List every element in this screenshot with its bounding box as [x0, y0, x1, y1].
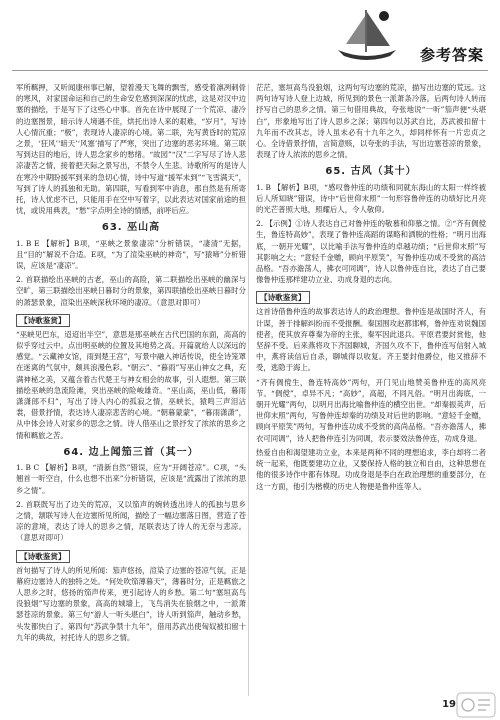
header-rule [12, 70, 488, 71]
page-number: 19 [442, 699, 456, 710]
answer-item: 2. 首联既写出了边关的荒凉，又以笳声的婉转透出诗人的孤独与思乡之情，颔联写诗人在边塞所见所闻，描绘了一幅边塞落日图，营造了苍凉的意境，表达了诗人的思乡之情，尾联表达了诗人的无奈与悲凉。（意思对即可） [16, 499, 246, 543]
appreciation-label: 【诗歌鉴赏】 [16, 550, 70, 563]
right-column [256, 82, 486, 495]
section-64-title: 64. 边上闻笳三首（其一） [63, 446, 199, 458]
answer-item: 2. 首联描绘出巫峡的古老，巫山的高险，第二联描绘出巫峡的幽深与空旷，第三联描绘出巫峡日暮时分的景象，第四联描绘出巫峡日暮时分的萧瑟景象，渲染出巫峡深秋环境的凄凉。（意思对即可） [16, 275, 246, 307]
answer-item: 1. B C 【解析】B项，“清新自然”错误，应为“开阔苍凉”。C项，“头翘首一听空自，什么也想不出来”分析错误，应该是“流露出了浓浓的思乡之情”。 [16, 463, 246, 495]
header-title: 参考答案 [419, 46, 484, 64]
appreciation-paragraph: 这首诗借鲁仲连的故事表达诗人的政治理想。鲁仲连是战国时齐人，有计谋，善于排解纠纷而不受报酬。秦国围攻赵都邯郸，鲁仲连劝说魏国使者，使其放弃尊秦为帝的主张，秦军因此退兵。平原君要封赏他，他坚辞不受。后来燕将攻下齐国聊城，齐国久攻不下，鲁仲连写信射入城中，燕将读信后自杀，聊城得以收复。齐王要封他爵位，他又推辞不受，逃隐于海上。 [256, 307, 486, 373]
column-divider [248, 84, 249, 696]
appreciation-label: 【诗歌鉴赏】 [256, 291, 310, 304]
appreciation-paragraph: 热爱自由和渴望建功立业，本来是两种不同的理想追求，李白却将二者统一起来，他既要建功立业，又要保持人格的独立和自由，这种思想在他的很多诗作中都有体现。功成身退是李白在政治理想的重要部分，在这一方面，他引为楷模的历史人物便是鲁仲连等人。 [256, 447, 486, 491]
left-column [16, 82, 246, 646]
answer-item: 1. B 【解析】B项，“感叹鲁仲连的功绩和同就东海山的太阳一样终被后人所知晓”错误，诗中“后世仰末照”一句形容鲁仲连的功绩好比月亮的光芒普照大地，照耀后人，令人敬仰。 [256, 182, 486, 215]
appreciation-paragraph: “巫峡见巴东，迢迢出半空”，意思是那巫峡在古代巴国的东面，高高的似乎穿过云中。点出明巫峡的位置及其地势之高。开篇就给人以深远的感觉。“云藏神女馆，雨到楚王宫”，写景中融入神话传说，使全诗笼罩在迷离的气氛中，颇具浪漫色彩。“朝云”、“暮雨”写巫山神女之典，充满神秘之美，又蕴含着古代楚王与神女相会的故事，引人遐想。第三联描绘巫峡的急流险滩，突出巫峡的险峻雄奇。“巫山高，巫山低，暮雨潇潇郎不归”，写出了诗人内心的孤寂之情，巫峡长，猿鸣三声泪沾裳，借景抒情，表达诗人凄凉悲苦的心境。“朝暮蒙蒙”，“暮雨潇潇”，从中体会诗人对家乡的思念之情。诗人借巫山之景抒发了浓浓的思乡之情和羁旅之苦。 [16, 329, 246, 440]
page-header [0, 0, 500, 84]
boat-illustration-icon [332, 2, 402, 64]
answer-item: 1. B E 【解析】B项，“巫峡之景象凄凉”分析错误，“凄清”无据，且“目的”解说不合适。E项，“为了渲染巫峡的神奇”，写“猿啼”分析错误，应该是“凄凉”。 [16, 238, 246, 271]
intro-paragraph: 军所羁押，又听闻康州事已解，望着漫天飞舞的飘雪，感受着凛冽刺骨的寒风，对家国命运和自己的生命安危感到深深的忧虑，这是对汉中边塞的描绘，于是写下了这些心中事。首先在诗中展现了一个荒凉、凄冷的边塞图景，暗示诗人境遇不佳，烘托出诗人来的艰难，“岁月”，写诗人心情沉重；“极”，表现诗人凄凉的心境。第二联，先写黄昏时的荒凉之景，‘狂风’‘暗天’‘风塞’描写了严寒，突出了边塞的恶劣环境。第三联写到达目的地后，诗人思念家乡的愁绪。“故园”“汉”二字写尽了诗人悲凉凄苦之情，接着把天际之景写出，不禁令人生悲。诗歌所写的是诗人在寒冷中期盼援军到来的急切心情，诗中写道“援军未到”“飞雪满天”，写到了诗人的孤独和无助。第四联，写看到军中消息，那自然是有所寄托，诗人忧虑不已，只能用手在空中写着字，以此表达对国家前途的担忧，或说用典表，“愁”字点明全诗的情感，前呼后应。 [16, 83, 246, 216]
answer-item: 2. 【示例】①诗人表达自己对鲁仲连的敬慕和仰慕之情。②“齐有倜傥生，鲁连特高妙”，表现了鲁仲连高蹈的谋略和洒脱的性格；“明月出海底，一朝开光耀”，以比喻手法写鲁仲连的卓越功绩；“后世仰末照”写其影响之大；“意轻千金赠，顾向平原笑”，写鲁仲连功成不受赏的高洁品格。“吾亦澹荡人，拂衣可同调”，诗人以鲁仲连自比，表达了自己要像鲁仲连那样建功立业、功成身退的志向。 [256, 219, 486, 285]
appreciation-paragraph: “齐有倜傥生，鲁连特高妙”两句，开门见山地赞美鲁仲连的高风亮节。“倜傥”，卓异不凡；“高妙”，高超，不同凡俗。“明月出海底，一朝开光耀”两句，以明月出海比喻鲁仲连的横空出世。“却秦振英声，后世仰末照”两句，写鲁仲连却秦的功绩及对后世的影响。“意轻千金赠，顾向平原笑”两句，写鲁仲连功成不受赏的高尚品格。“吾亦澹荡人，拂衣可同调”，诗人把鲁仲连引为同调，表示要效法鲁仲连，功成身退。 [256, 377, 486, 443]
appreciation-paragraph: 首句描写了诗人的所见所闻：笳声悠扬，渲染了边塞的苍凉气氛，正是幕府边塞诗人的独特之处。“何处吹笳薄暮天”，薄暮时分，正是羁旅之人思乡之时，悠扬的笳声传来，更引起诗人的乡愁。第二句“塞垣高鸟没狼烟”写边塞的景象，高高的城墙上，飞鸟消失在狼烟之中，一派萧瑟苍凉的景象。第三句“游人一听头堪白”，诗人听到笳声，触动乡愁，头发都快白了。第四句“苏武争禁十九年”，借用苏武出使匈奴被扣留十九年的典故，衬托诗人的思乡之情。 [16, 565, 246, 642]
watermark-logo-icon [456, 692, 496, 718]
appreciation-label: 【诗歌鉴赏】 [16, 314, 70, 327]
section-65-title: 65. 古风（其十） [325, 166, 417, 178]
section-63-title: 63. 巫山高 [101, 222, 161, 234]
continued-paragraph: 茫茫，塞垣高鸟没狼烟，这两句写边塞的荒凉，描写出边塞的荒远。这两句诗写诗人登上边城，所见到的景色一派萧条冷落。后两句诗人转而抒写自己的思乡之情。第三句借用典故，夸张地说“一听”笳声便“头堪白”，形象地写出了诗人思乡之深；第四句以苏武自比，苏武被扣留十九年而不改其志，诗人虽未必有十九年之久，却同样怀有一片忠贞之心。全诗借景抒情，言简意赅，以夸张的手法，写出边塞苍凉的景象，表现了诗人浓浓的思乡之情。 [256, 83, 486, 160]
